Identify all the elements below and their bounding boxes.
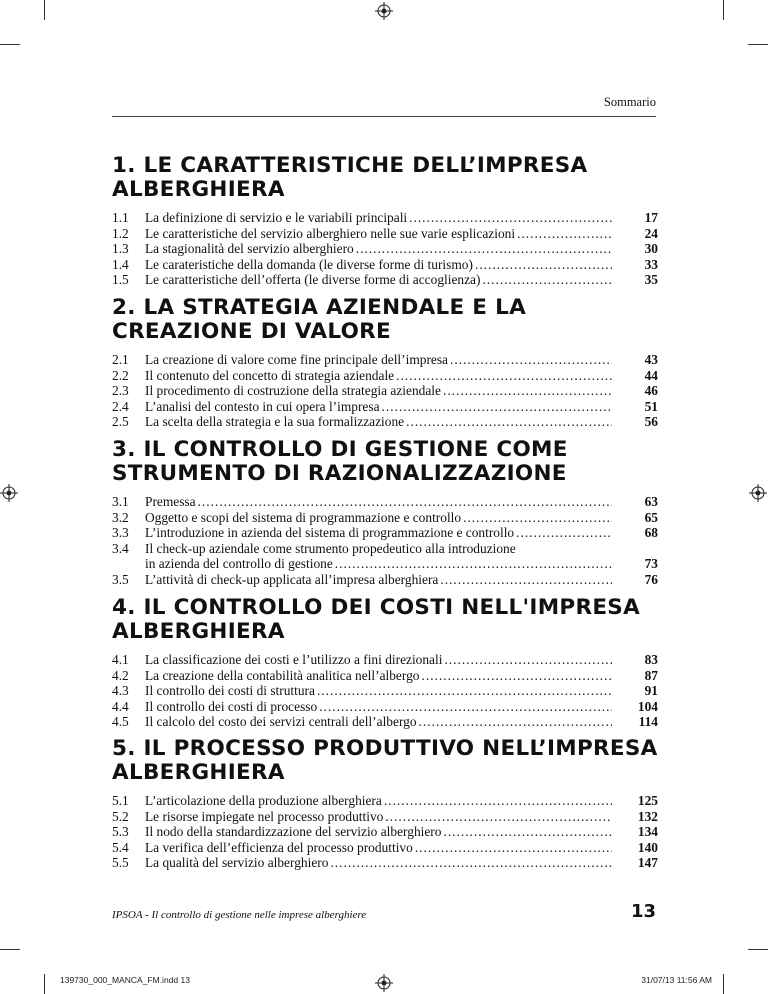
- entry-title: La creazione di valore come fine principale dell’impresa .....: [145, 352, 612, 368]
- registration-mark-icon: [375, 974, 393, 992]
- toc-entry: [112, 572, 658, 588]
- entry-title: L’attività di check-up applicata all’impresa alberghiera .....: [145, 572, 612, 588]
- chapter-4: [112, 596, 658, 730]
- toc-entry: [112, 241, 658, 257]
- slug-filename: 139730_000_MANCA_FM.indd 13: [60, 975, 190, 985]
- entry-page: 125: [637, 793, 658, 808]
- entry-number: 3.3: [112, 525, 129, 541]
- running-head: Sommario: [603, 95, 656, 109]
- registration-mark-icon: [749, 484, 767, 502]
- entry-number: 2.1: [112, 352, 129, 367]
- entry-page: 134: [637, 824, 658, 840]
- entry-page: 17: [644, 210, 658, 225]
- toc-entry: [112, 714, 658, 730]
- entry-title: Il procedimento di costruzione della strategia aziendale .....: [145, 383, 612, 399]
- toc-entry: [112, 683, 658, 699]
- chapter-2: [112, 296, 658, 430]
- entry-page: 147: [637, 855, 658, 871]
- toc-entry: [112, 541, 658, 572]
- toc-entry: [112, 272, 658, 288]
- entry-number: 3.2: [112, 509, 129, 525]
- entry-number: 5.2: [112, 808, 129, 824]
- entry-page: 30: [644, 241, 658, 257]
- entry-title: Il check-up aziendale come strumento propedeutico alla introduzione: [145, 540, 516, 556]
- entry-number: 4.5: [112, 714, 129, 730]
- entry-page: 43: [644, 352, 658, 367]
- entry-title: L’analisi del contesto in cui opera l’impresa .....: [145, 399, 612, 415]
- footer-book-title: IPSOA - Il controllo di gestione nelle imprese alberghiere: [112, 909, 367, 921]
- entry-title: Le caratteristiche dell’offerta (le diverse forme di accoglienza) .....: [145, 272, 612, 288]
- crop-mark: [748, 949, 768, 950]
- toc-entry: [112, 399, 658, 415]
- entry-page: 65: [644, 509, 658, 525]
- entry-title: Il contenuto del concetto di strategia aziendale .....: [145, 368, 612, 384]
- entry-title: L’articolazione della produzione alberghiera .....: [145, 793, 612, 809]
- slug-timestamp: 31/07/13 11:56 AM: [641, 975, 712, 985]
- entry-number: 3.1: [112, 494, 129, 509]
- entry-number: 4.4: [112, 698, 129, 714]
- entry-number: 1.5: [112, 272, 129, 288]
- entry-number: 5.5: [112, 855, 129, 871]
- toc-entry: [112, 793, 658, 809]
- crop-mark: [44, 974, 45, 994]
- entry-number: 2.3: [112, 383, 129, 399]
- toc-entry: [112, 368, 658, 384]
- entry-number: 1.1: [112, 210, 129, 225]
- chapter-title: 1. LE CARATTERISTICHE DELL’IMPRESA ALBERGHIERA: [112, 153, 588, 202]
- chapter-3: [112, 438, 658, 588]
- entry-title: Le risorse impiegate nel processo produttivo .....: [145, 809, 612, 825]
- entry-page: 140: [637, 839, 658, 855]
- entry-number: 4.1: [112, 652, 129, 667]
- crop-mark: [748, 44, 768, 45]
- toc-entry: [112, 257, 658, 273]
- entry-title: La definizione di servizio e le variabili principali .....: [145, 210, 612, 226]
- chapter-title: 2. LA STRATEGIA AZIENDALE E LA CREAZIONE DI VALORE: [112, 295, 527, 344]
- entry-number: 1.2: [112, 225, 129, 241]
- entry-number: 3.4: [112, 540, 129, 556]
- registration-mark-icon: [0, 484, 18, 502]
- registration-mark-icon: [375, 2, 393, 20]
- entry-page: 68: [644, 525, 658, 541]
- entry-title: La qualità del servizio alberghiero .....: [145, 855, 612, 871]
- entry-title: L’introduzione in azienda del sistema di programmazione e controllo .....: [145, 525, 612, 541]
- chapter-title: 3. IL CONTROLLO DI GESTIONE COME STRUMENTO DI RAZIONALIZZAZIONE: [112, 437, 568, 486]
- chapter-5: [112, 737, 658, 871]
- entry-title: La verifica dell’efficienza del processo produttivo .....: [145, 840, 612, 856]
- entry-number: 1.3: [112, 241, 129, 257]
- entry-title: Le carateristiche della domanda (le diverse forme di turismo) .....: [145, 257, 612, 273]
- chapter-title: 5. IL PROCESSO PRODUTTIVO NELL’IMPRESA ALBERGHIERA: [112, 736, 658, 785]
- entry-title: La scelta della strategia e la sua formalizzazione .....: [145, 414, 612, 430]
- entry-number: 3.5: [112, 571, 129, 587]
- toc-entry: [112, 668, 658, 684]
- crop-mark: [723, 974, 724, 994]
- entry-page: 87: [644, 667, 658, 683]
- toc-entry: [112, 699, 658, 715]
- entry-number: 2.2: [112, 367, 129, 383]
- entry-number: 4.3: [112, 683, 129, 699]
- toc-entry: [112, 855, 658, 871]
- toc-entry: [112, 352, 658, 368]
- entry-number: 5.4: [112, 839, 129, 855]
- entry-title-continued: in azienda del controllo di gestione .....: [145, 556, 612, 572]
- page-number: 13: [630, 901, 656, 922]
- toc-entry: [112, 494, 658, 510]
- entry-page: 33: [644, 256, 658, 272]
- toc-entry: [112, 383, 658, 399]
- toc-entry: [112, 652, 658, 668]
- toc-entry: [112, 210, 658, 226]
- toc-entry: [112, 824, 658, 840]
- entry-page: 51: [644, 398, 658, 414]
- crop-mark: [723, 0, 724, 20]
- header-rule: [112, 116, 656, 117]
- entry-page: 35: [644, 272, 658, 288]
- entry-page: 114: [638, 714, 658, 730]
- entry-page: 91: [644, 683, 658, 699]
- entry-page: 24: [644, 225, 658, 241]
- entry-number: 4.2: [112, 667, 129, 683]
- crop-mark: [0, 44, 20, 45]
- chapter-1: [112, 154, 658, 288]
- crop-mark: [44, 0, 45, 20]
- entry-page: 132: [637, 808, 658, 824]
- entry-page: 104: [637, 698, 658, 714]
- entry-title: Premessa .....: [145, 494, 612, 510]
- entry-title: Il controllo dei costi di struttura .....: [145, 683, 612, 699]
- entry-title: La classificazione dei costi e l’utilizzo a fini direzionali .....: [145, 652, 612, 668]
- entry-number: 5.1: [112, 793, 129, 808]
- entry-page: 83: [644, 652, 658, 667]
- toc-entry: [112, 809, 658, 825]
- chapter-title: 4. IL CONTROLLO DEI COSTI NELL'IMPRESA ALBERGHIERA: [112, 595, 641, 644]
- toc-entry: [112, 525, 658, 541]
- entry-title: La stagionalità del servizio alberghiero .....: [145, 241, 612, 257]
- entry-page: 46: [644, 383, 658, 399]
- entry-number: 1.4: [112, 256, 129, 272]
- crop-mark: [0, 949, 20, 950]
- entry-title: Il calcolo del costo dei servizi centrali dell’albergo .....: [145, 714, 612, 730]
- entry-page: 44: [644, 367, 658, 383]
- entry-page: 63: [644, 494, 658, 509]
- entry-page: 73: [644, 556, 658, 572]
- entry-title: Il controllo dei costi di processo .....: [145, 699, 612, 715]
- entry-number: 2.5: [112, 414, 129, 430]
- entry-page: 56: [644, 414, 658, 430]
- entry-page: 76: [644, 571, 658, 587]
- entry-title: Il nodo della standardizzazione del servizio alberghiero .....: [145, 824, 612, 840]
- toc-entry: [112, 840, 658, 856]
- entry-number: 5.3: [112, 824, 129, 840]
- toc-entry: [112, 510, 658, 526]
- toc-entry: [112, 414, 658, 430]
- entry-title: La creazione della contabilità analitica nell’albergo .....: [145, 668, 612, 684]
- entry-title: Oggetto e scopi del sistema di programmazione e controllo .....: [145, 510, 612, 526]
- entry-number: 2.4: [112, 398, 129, 414]
- entry-title: Le caratteristiche del servizio alberghiero nelle sue varie esplicazioni .....: [145, 226, 612, 242]
- toc-entry: [112, 226, 658, 242]
